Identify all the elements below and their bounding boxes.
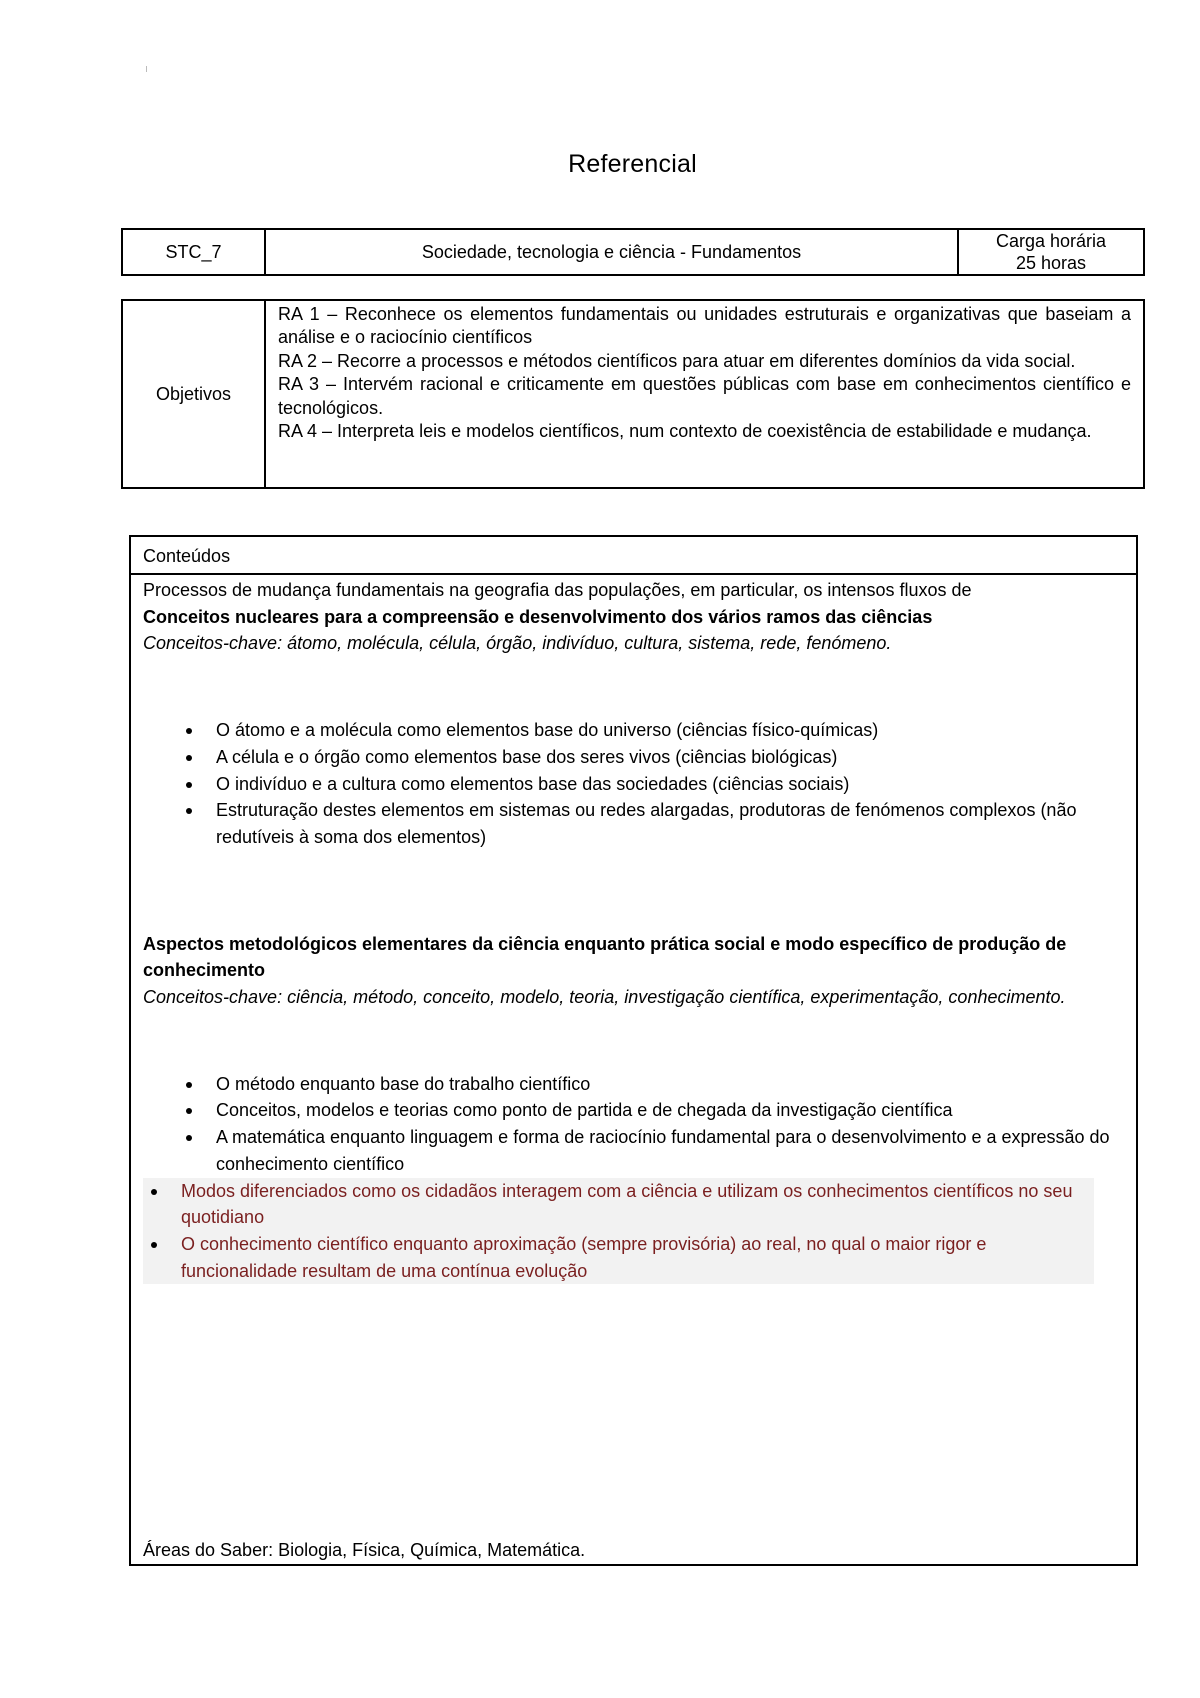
contents-body bbox=[131, 575, 1136, 1564]
bullet-icon bbox=[186, 1108, 192, 1114]
objectives-list bbox=[266, 301, 1143, 487]
bullet-icon bbox=[186, 755, 192, 761]
module-code: STC_7 bbox=[123, 230, 266, 274]
workload-cell bbox=[959, 230, 1143, 274]
bullet-text: O método enquanto base do trabalho científico bbox=[216, 1073, 591, 1094]
section2-keywords: Conceitos-chave: ciência, método, conceito, modelo, teoria, investigação científica, experimentação, conhecimento. bbox=[143, 987, 1066, 1008]
bullet-text: Modos diferenciados como os cidadãos interagem com a ciência e utilizam os conhecimentos científicos no seu quotidiano bbox=[181, 1180, 1073, 1228]
list-item bbox=[143, 1097, 1124, 1124]
workload-label: Carga horária bbox=[995, 231, 1107, 251]
bullet-icon bbox=[186, 808, 192, 814]
bullet-icon bbox=[151, 1242, 157, 1248]
objective-item: RA 3 – Intervém racional e criticamente em questões públicas com base em conhecimentos científico e tecnológicos. bbox=[278, 374, 1131, 418]
contents-header: Conteúdos bbox=[131, 537, 1136, 575]
list-item bbox=[143, 1071, 1124, 1098]
bullet-icon bbox=[186, 1082, 192, 1088]
objectives-table bbox=[121, 299, 1145, 489]
objective-item: RA 4 – Interpreta leis e modelos científicos, num contexto de coexistência de estabilidade e mudança. bbox=[278, 421, 1092, 442]
bullet-text: O átomo e a molécula como elementos base do universo (ciências físico-químicas) bbox=[216, 720, 879, 741]
section2-title: Aspectos metodológicos elementares da ciência enquanto prática social e modo específico de produção de conhecimento bbox=[143, 933, 1067, 981]
list-item bbox=[143, 771, 1124, 798]
intro-line: Processos de mudança fundamentais na geografia das populações, em particular, os intensos fluxos de bbox=[143, 580, 972, 600]
list-item bbox=[143, 1124, 1124, 1177]
bullet-icon bbox=[186, 782, 192, 788]
list-item bbox=[143, 717, 1124, 744]
section1-keywords: Conceitos-chave: átomo, molécula, célula, órgão, indivíduo, cultura, sistema, rede, fenómeno. bbox=[143, 633, 892, 654]
module-name: Sociedade, tecnologia e ciência - Fundamentos bbox=[266, 230, 959, 274]
page-tick-mark bbox=[146, 66, 147, 72]
bullet-icon bbox=[186, 1135, 192, 1141]
contents-box bbox=[129, 535, 1138, 1566]
bullet-text: Estruturação destes elementos em sistemas ou redes alargadas, produtoras de fenómenos complexos (não redutíveis à soma dos elementos) bbox=[216, 800, 1077, 847]
list-item bbox=[143, 1231, 1094, 1284]
objectives-label: Objetivos bbox=[123, 301, 266, 487]
section2-highlighted-bullets bbox=[143, 1178, 1094, 1285]
list-item bbox=[143, 797, 1124, 850]
workload-value: 25 horas bbox=[1015, 253, 1087, 273]
section1-bullets bbox=[143, 717, 1124, 851]
header-table bbox=[121, 228, 1145, 276]
section2-bullets bbox=[143, 1071, 1124, 1178]
bullet-text: A célula e o órgão como elementos base dos seres vivos (ciências biológicas) bbox=[216, 746, 838, 767]
bullet-icon bbox=[186, 728, 192, 734]
objective-item: RA 1 – Reconhece os elementos fundamentais ou unidades estruturais e organizativas que baseiam a análise e o raciocínio científicos bbox=[278, 304, 1131, 348]
list-item bbox=[143, 744, 1124, 771]
bullet-icon bbox=[151, 1189, 157, 1195]
bullet-text: Conceitos, modelos e teorias como ponto de partida e de chegada da investigação científica bbox=[216, 1100, 953, 1121]
bullet-text: O indivíduo e a cultura como elementos base das sociedades (ciências sociais) bbox=[216, 773, 850, 794]
section1-title: Conceitos nucleares para a compreensão e desenvolvimento dos vários ramos das ciências bbox=[143, 606, 933, 627]
bullet-text: O conhecimento científico enquanto aproximação (sempre provisória) ao real, no qual o maior rigor e funcionalidade resultam de uma contínua evolução bbox=[181, 1233, 987, 1281]
list-item bbox=[143, 1178, 1094, 1231]
page-title: Referencial bbox=[568, 150, 697, 178]
knowledge-areas: Áreas do Saber: Biologia, Física, Química, Matemática. bbox=[143, 1540, 586, 1560]
bullet-text: A matemática enquanto linguagem e forma de raciocínio fundamental para o desenvolvimento e a expressão do conhecimento científico bbox=[216, 1127, 1110, 1174]
objective-item: RA 2 – Recorre a processos e métodos científicos para atuar em diferentes domínios da vida social. bbox=[278, 350, 1076, 371]
